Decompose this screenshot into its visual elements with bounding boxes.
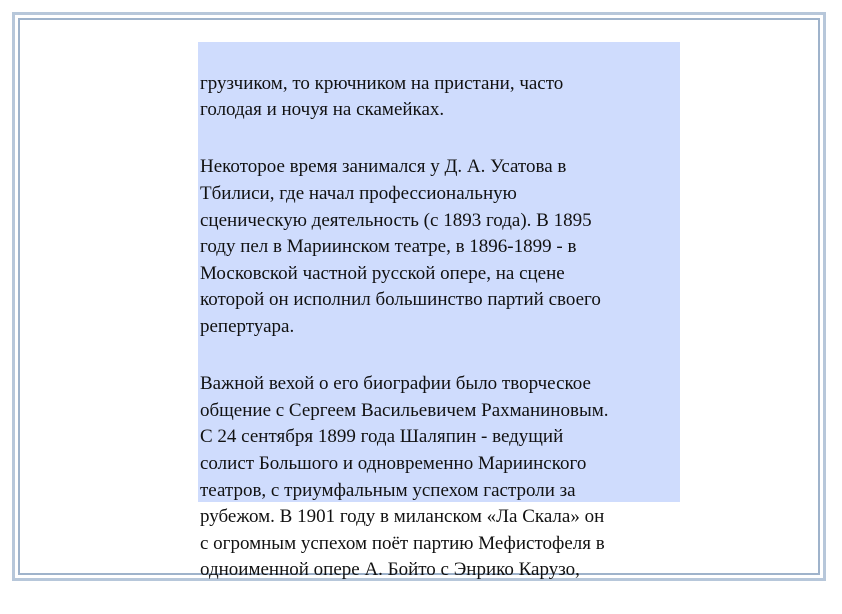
paragraph-2: Некоторое время занимался у Д. А. Усатова в Тбилиси, где начал профессиональную сценическую деятельность (с 1893 года). В 1895 году пел в Мариинском театре, в 1896-1899 - в Московской частной русской опере, на сцене которой он исполнил большинство партий своего репертуара. — [200, 156, 601, 337]
paragraph-1: грузчиком, то крючником на пристани, часто голодая и ночуя на скамейках. — [200, 72, 564, 121]
text-box — [198, 42, 680, 581]
paragraph-3: Важной вехой о его биографии было творческое общение с Сергеем Васильевичем Рахманиновым. С 24 сентября 1899 года Шаляпин - ведущий солист Большого и одновременно Мариинского театров, с триумфальным успехом гастроли за рубежом. В 1901 году в миланском «Ла Скала» он с огромным успехом поёт партию Мефистофеля в одноименной опере А. Бойто с Энрико Карузо, — [200, 373, 609, 581]
